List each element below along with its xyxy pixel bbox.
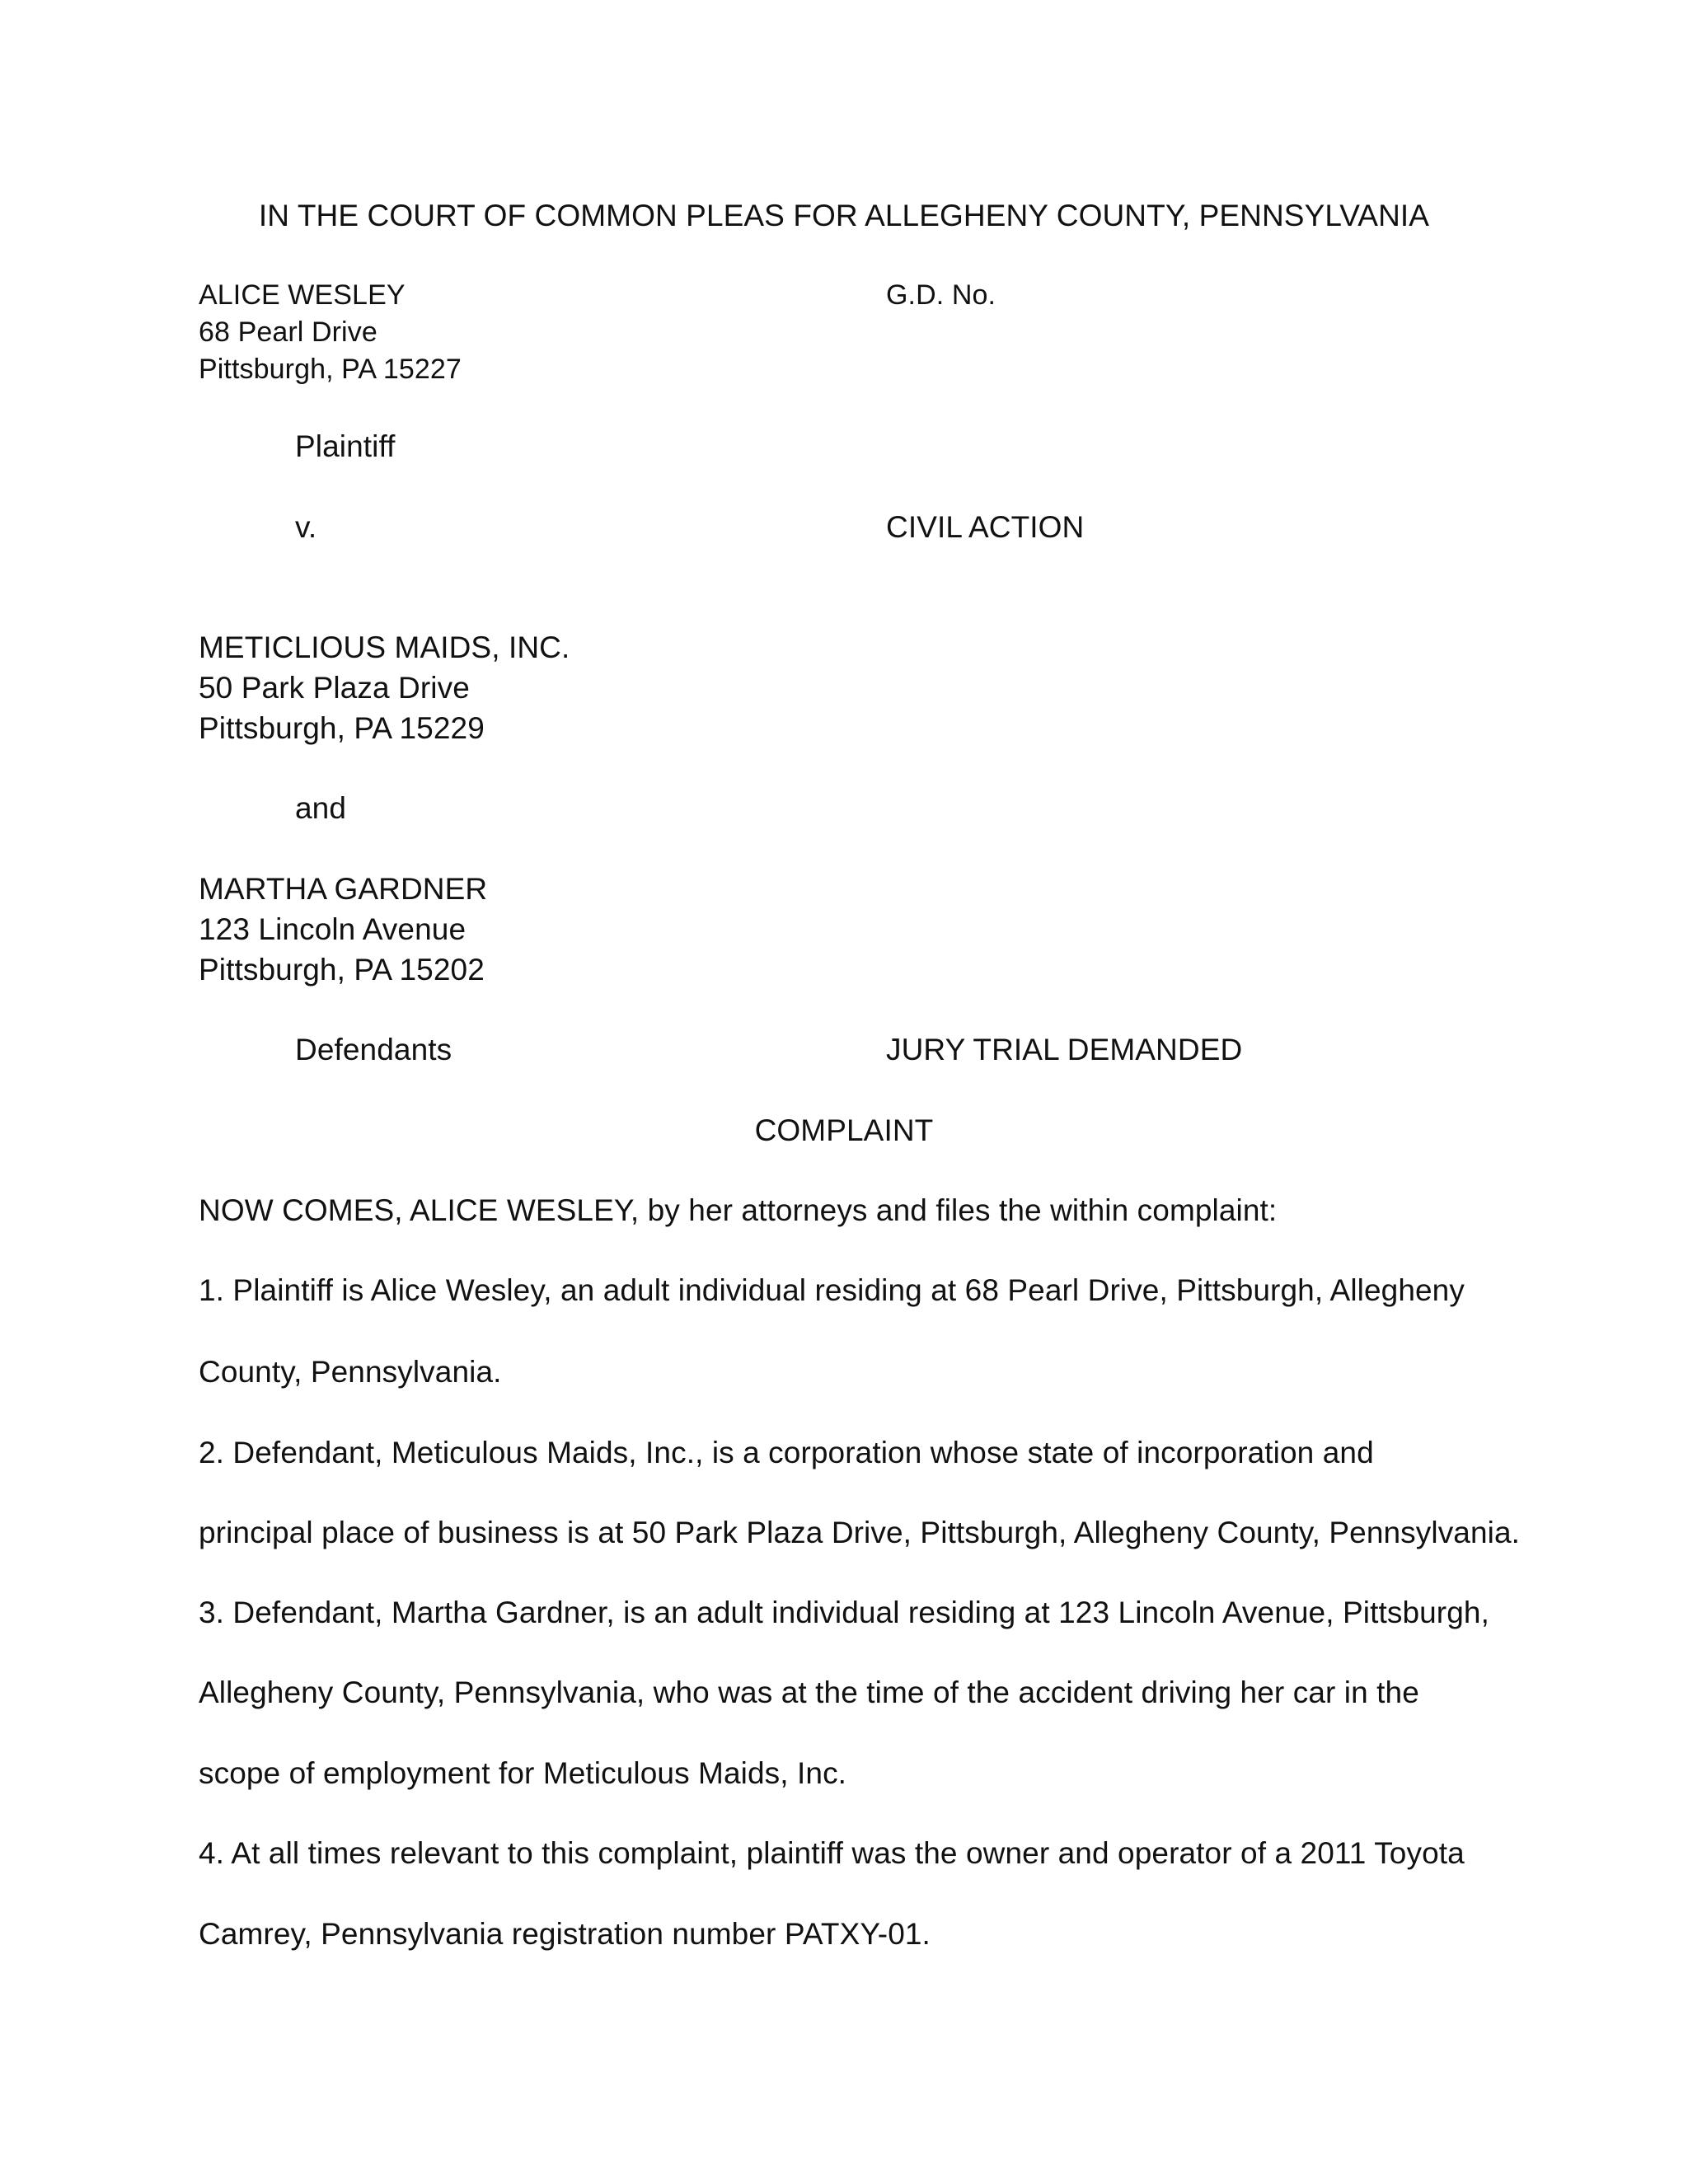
defendant1-name: METICLIOUS MAIDS, INC. [199, 630, 570, 664]
action-type: CIVIL ACTION [886, 510, 1085, 544]
case-number-label: G.D. No. [886, 279, 996, 311]
plaintiff-role: Plaintiff [295, 429, 396, 463]
paragraph-1-line1: 1. Plaintiff is Alice Wesley, an adult individual residing at 68 Pearl Drive, Pittsburgh, Allegheny [199, 1273, 1465, 1307]
defendant1-address-line1: 50 Park Plaza Drive [199, 671, 470, 705]
paragraph-4-line1: 4. At all times relevant to this complaint, plaintiff was the owner and operator of a 2011 Toyota [199, 1836, 1465, 1870]
versus: v. [295, 510, 317, 544]
document-title: COMPLAINT [754, 1113, 934, 1147]
intro-paragraph: NOW COMES, ALICE WESLEY, by her attorneys and files the within complaint: [199, 1193, 1278, 1227]
plaintiff-name: ALICE WESLEY [199, 279, 406, 311]
jury-demand: JURY TRIAL DEMANDED [886, 1033, 1243, 1066]
defendant2-address-line2: Pittsburgh, PA 15202 [199, 953, 485, 987]
defendant2-name: MARTHA GARDNER [199, 872, 488, 906]
paragraph-1-line2: County, Pennsylvania. [199, 1355, 502, 1389]
defendants-role: Defendants [295, 1033, 452, 1066]
plaintiff-address-line2: Pittsburgh, PA 15227 [199, 354, 462, 385]
paragraph-4-line2: Camrey, Pennsylvania registration number PATXY-01. [199, 1917, 931, 1951]
paragraph-3-line2: Allegheny County, Pennsylvania, who was at the time of the accident driving her car in the [199, 1675, 1419, 1709]
defendant1-address-line2: Pittsburgh, PA 15229 [199, 711, 485, 745]
defendant2-address-line1: 123 Lincoln Avenue [199, 912, 467, 946]
paragraph-2-line2: principal place of business is at 50 Park Plaza Drive, Pittsburgh, Allegheny County, Pennsylvania. [199, 1516, 1521, 1549]
paragraph-2-line1: 2. Defendant, Meticulous Maids, Inc., is a corporation whose state of incorporation and [199, 1436, 1374, 1469]
court-heading: IN THE COURT OF COMMON PLEAS FOR ALLEGHENY COUNTY, PENNSYLVANIA [258, 199, 1430, 232]
paragraph-3-line3: scope of employment for Meticulous Maids, Inc. [199, 1756, 847, 1790]
conjunction: and [295, 791, 347, 825]
plaintiff-address-line1: 68 Pearl Drive [199, 316, 377, 348]
paragraph-3-line1: 3. Defendant, Martha Gardner, is an adult individual residing at 123 Lincoln Avenue, Pittsburgh, [199, 1596, 1489, 1629]
